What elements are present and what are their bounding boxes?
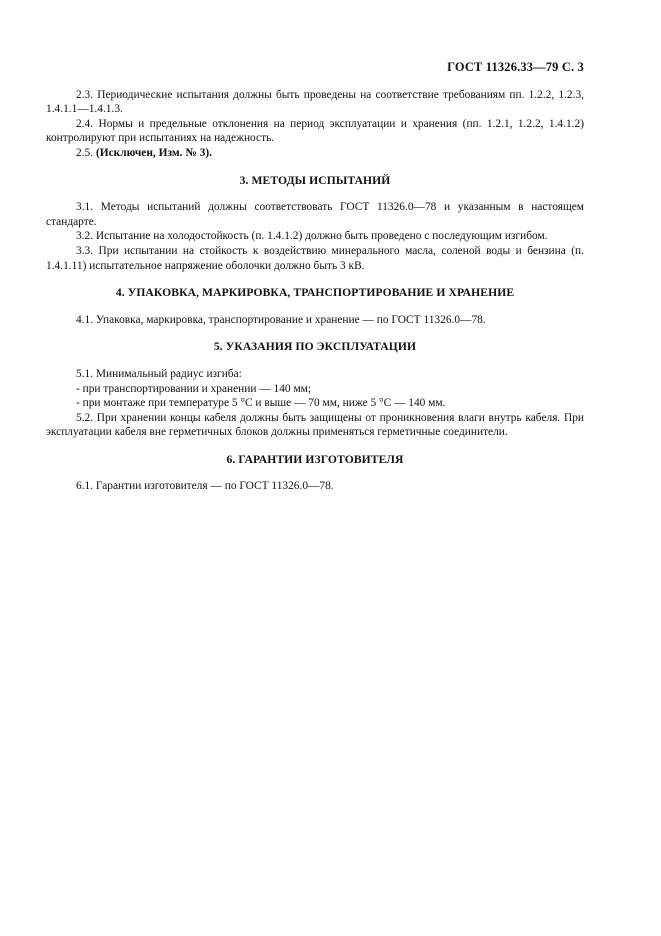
paragraph-3-2: 3.2. Испытание на холодостойкость (п. 1.4.1.2) должно быть проведено с последующим изгибом. — [76, 230, 548, 243]
paragraph-2-5-bold: (Исключен, Изм. № 3). — [95, 146, 212, 159]
page-header: ГОСТ 11326.33—79 С. 3 — [447, 60, 584, 74]
paragraph-3-1: 3.1. Методы испытаний должны соответствовать ГОСТ 11326.0—78 и указанным в настоящем стандарте. — [46, 201, 584, 228]
list-item-transport: - при транспортировании и хранении — 140 мм; — [76, 382, 312, 395]
paragraph-2-5 — [46, 146, 584, 161]
paragraph-2-5-number: 2.5. — [76, 146, 94, 159]
section-5-title: 5. УКАЗАНИЯ ПО ЭКСПЛУАТАЦИИ — [213, 340, 417, 354]
paragraph-5-1: 5.1. Минимальный радиус изгиба: — [76, 367, 242, 380]
section-4-title: 4. УПАКОВКА, МАРКИРОВКА, ТРАНСПОРТИРОВАНИЕ И ХРАНЕНИЕ — [115, 286, 515, 300]
paragraph-6-1: 6.1. Гарантии изготовителя — по ГОСТ 11326.0—78. — [76, 480, 334, 493]
list-item-mounting: - при монтаже при температуре 5 °С и выше — 70 мм, ниже 5 °С — 140 мм. — [76, 397, 446, 410]
paragraph-2-3: 2.3. Периодические испытания должны быть проведены на соответствие требованиям пп. 1.2.2, 1.2.3, 1.4.1.1—1.4.1.3. — [46, 88, 584, 116]
section-6-title: 6. ГАРАНТИИ ИЗГОТОВИТЕЛЯ — [226, 452, 404, 466]
document-page — [46, 60, 584, 494]
paragraph-4-1: 4.1. Упаковка, маркировка, транспортирование и хранение — по ГОСТ 11326.0—78. — [76, 313, 486, 326]
paragraph-5-2: 5.2. При хранении концы кабеля должны быть защищены от проникновения влаги внутрь кабеля. При эксплуатации кабеля вне герметичных блоков должны применяться герметичные соединители. — [46, 411, 584, 439]
paragraph-3-3: 3.3. При испытании на стойкость к воздействию минерального масла, соленой воды и бензина (п. 1.4.1.11) испытательное напряжение оболочки должно быть 3 кВ. — [46, 244, 584, 272]
paragraph-2-4: 2.4. Нормы и предельные отклонения на период эксплуатации и хранения (пп. 1.2.1, 1.2.2, 1.4.1.2) контролируют при испытаниях на надежность. — [46, 117, 584, 145]
section-3-title: 3. МЕТОДЫ ИСПЫТАНИЙ — [239, 173, 391, 187]
